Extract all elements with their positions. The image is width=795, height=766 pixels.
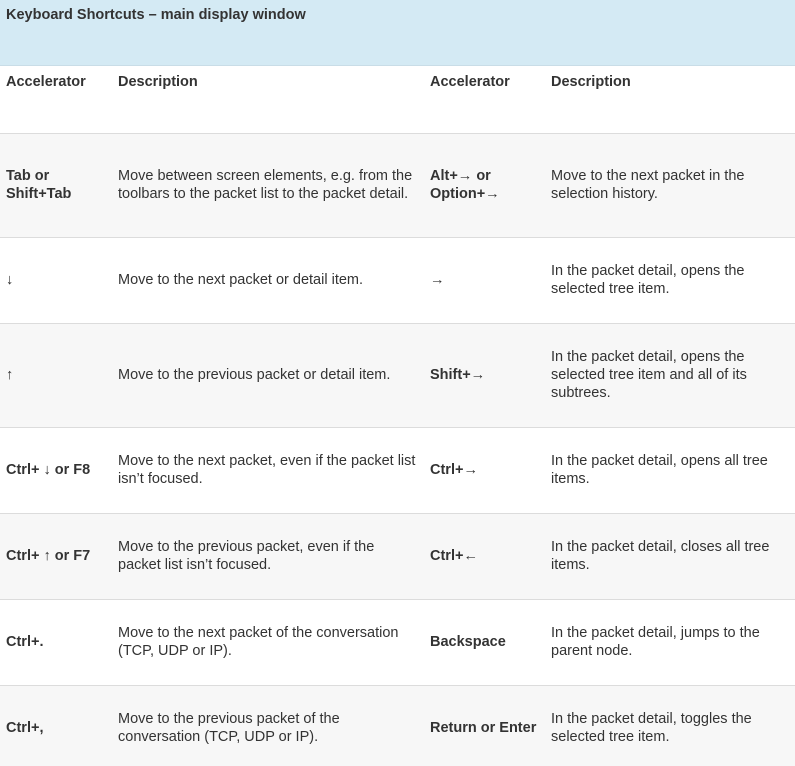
description-cell: In the packet detail, opens all tree items. [545, 427, 795, 513]
table-row [0, 685, 795, 766]
table-row [0, 323, 795, 427]
header-accelerator-2: Accelerator [424, 66, 545, 133]
accelerator-cell: Ctrl+. [0, 599, 112, 685]
accelerator-cell: → [424, 237, 545, 323]
description-cell: Move to the next packet or detail item. [112, 237, 424, 323]
accelerator-cell: ↓ [0, 237, 112, 323]
shortcuts-table [0, 66, 795, 766]
accelerator-cell: Ctrl+ ↓ or F8 [0, 427, 112, 513]
table-row [0, 133, 795, 237]
description-cell: In the packet detail, opens the selected tree item. [545, 237, 795, 323]
description-cell: In the packet detail, closes all tree items. [545, 513, 795, 599]
header-description-2: Description [545, 66, 795, 133]
description-cell: Move to the next packet in the selection history. [545, 133, 795, 237]
accelerator-cell: Ctrl+, [0, 685, 112, 766]
description-cell: Move to the next packet, even if the packet list isn’t focused. [112, 427, 424, 513]
accelerator-cell: Tab or Shift+Tab [0, 133, 112, 237]
description-cell: Move to the previous packet, even if the packet list isn’t focused. [112, 513, 424, 599]
header-accelerator-1: Accelerator [0, 66, 112, 133]
accelerator-cell: Backspace [424, 599, 545, 685]
header-description-1: Description [112, 66, 424, 133]
accelerator-cell: Return or Enter [424, 685, 545, 766]
accelerator-cell: Ctrl+→ [424, 427, 545, 513]
description-cell: Move to the previous packet of the conversation (TCP, UDP or IP). [112, 685, 424, 766]
description-cell: Move between screen elements, e.g. from the toolbars to the packet list to the packet detail. [112, 133, 424, 237]
table-row [0, 427, 795, 513]
accelerator-cell: Shift+→ [424, 323, 545, 427]
table-caption: Keyboard Shortcuts – main display window [0, 0, 795, 66]
table-row [0, 237, 795, 323]
accelerator-cell: Ctrl+ ↑ or F7 [0, 513, 112, 599]
accelerator-cell: Ctrl+← [424, 513, 545, 599]
accelerator-cell: ↑ [0, 323, 112, 427]
description-cell: Move to the next packet of the conversation (TCP, UDP or IP). [112, 599, 424, 685]
description-cell: Move to the previous packet or detail item. [112, 323, 424, 427]
header-row [0, 66, 795, 133]
description-cell: In the packet detail, toggles the selected tree item. [545, 685, 795, 766]
description-cell: In the packet detail, jumps to the parent node. [545, 599, 795, 685]
accelerator-cell: Alt+→ or Option+→ [424, 133, 545, 237]
description-cell: In the packet detail, opens the selected tree item and all of its subtrees. [545, 323, 795, 427]
table-row [0, 513, 795, 599]
table-row [0, 599, 795, 685]
